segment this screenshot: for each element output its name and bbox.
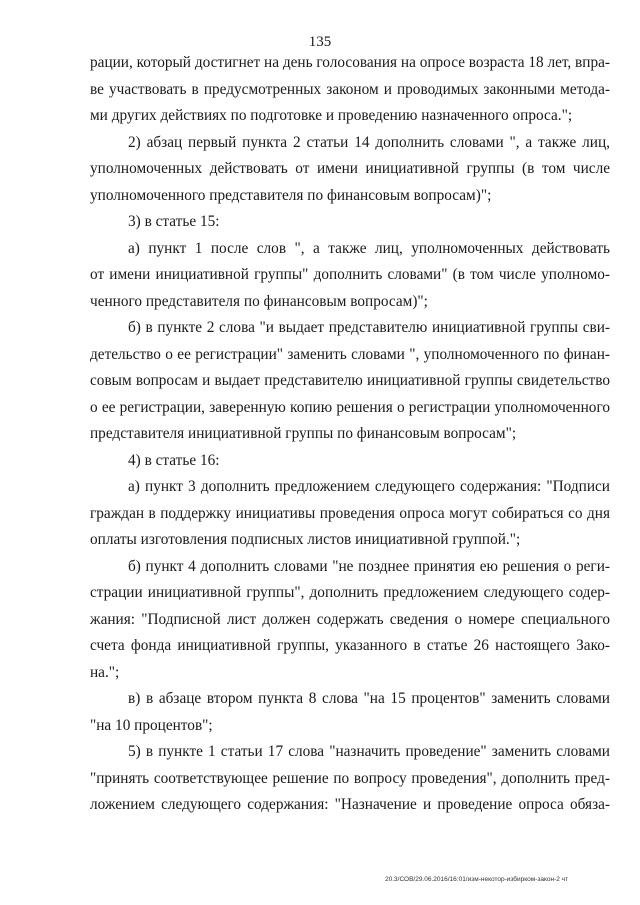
page-number: 135 (308, 34, 332, 50)
text-line: в) в абзаце втором пункта 8 слова "на 15 процентов" заменить словами (128, 690, 610, 707)
text-line: страции инициативной группы", дополнить предложением следующего содер- (90, 584, 610, 601)
text-line: граждан в поддержку инициативы проведения опроса могут собираться со дня (90, 504, 610, 522)
text-line: а) пункт 3 дополнить предложением следующего содержания: "Подписи (128, 478, 610, 495)
text-line: совым вопросам и выдает представителю инициативной группы свидетельство (90, 372, 610, 389)
text-line: счета фонда инициативной группы, указанного в статье 26 настоящего Зако- (90, 637, 610, 654)
text-line: б) в пункте 2 слова "и выдает представителю инициативной группы сви- (128, 319, 610, 336)
text-line: ми других действиях по подготовке и проведению назначенного опроса."; (90, 107, 573, 124)
text-line: жания: "Подписной лист должен содержать сведения о номере специального (90, 610, 610, 628)
text-line: от имени инициативной группы" дополнить словами" (в том числе уполномо- (90, 266, 610, 283)
document-body (90, 50, 610, 819)
text-line: а) пункт 1 после слов ", а также лиц, уполномоченных действовать (128, 239, 610, 257)
text-line: ченного представителя по финансовым вопросам)"; (90, 292, 428, 310)
text-line: уполномоченного представителя по финансовым вопросам)"; (90, 186, 492, 204)
text-line: детельство о ее регистрации" заменить словами ", уполномоченного по финан- (90, 345, 610, 363)
text-line: уполномоченных действовать от имени инициативной группы (в том числе (90, 160, 610, 177)
text-line: на."; (90, 663, 120, 681)
text-line: о ее регистрации, заверенную копию решения о регистрации уполномоченного (90, 398, 610, 416)
text-line: б) пункт 4 дополнить словами "не позднее принятия ею решения о реги- (128, 557, 610, 575)
footer-document-code: 20.3/СОВ/29.06.2016/16:01/изм-некотор-избирком-закон-2 чт (385, 876, 569, 883)
text-line: 3) в статье 15: (128, 213, 220, 230)
text-line: ве участвовать в предусмотренных законом и проводимых законными метода- (90, 80, 610, 98)
text-line: 4) в статье 16: (128, 451, 220, 469)
text-line: 5) в пункте 1 статьи 17 слова "назначить проведение" заменить словами (128, 743, 610, 760)
text-line: ложением следующего содержания: "Назначение и проведение опроса обяза- (90, 796, 610, 813)
text-line: оплаты изготовления подписных листов инициативной группой."; (90, 531, 521, 548)
text-line: "принять соответствующее решение по вопросу проведения", дополнить пред- (90, 769, 610, 787)
text-line: 2) абзац первый пункта 2 статьи 14 дополнить словами ", а также лиц, (128, 133, 610, 151)
text-line: представителя инициативной группы по финансовым вопросам"; (90, 425, 517, 442)
text-line: "на 10 процентов"; (90, 716, 213, 734)
text-line: рации, который достигнет на день голосования на опросе возраста 18 лет, впра- (90, 54, 610, 71)
